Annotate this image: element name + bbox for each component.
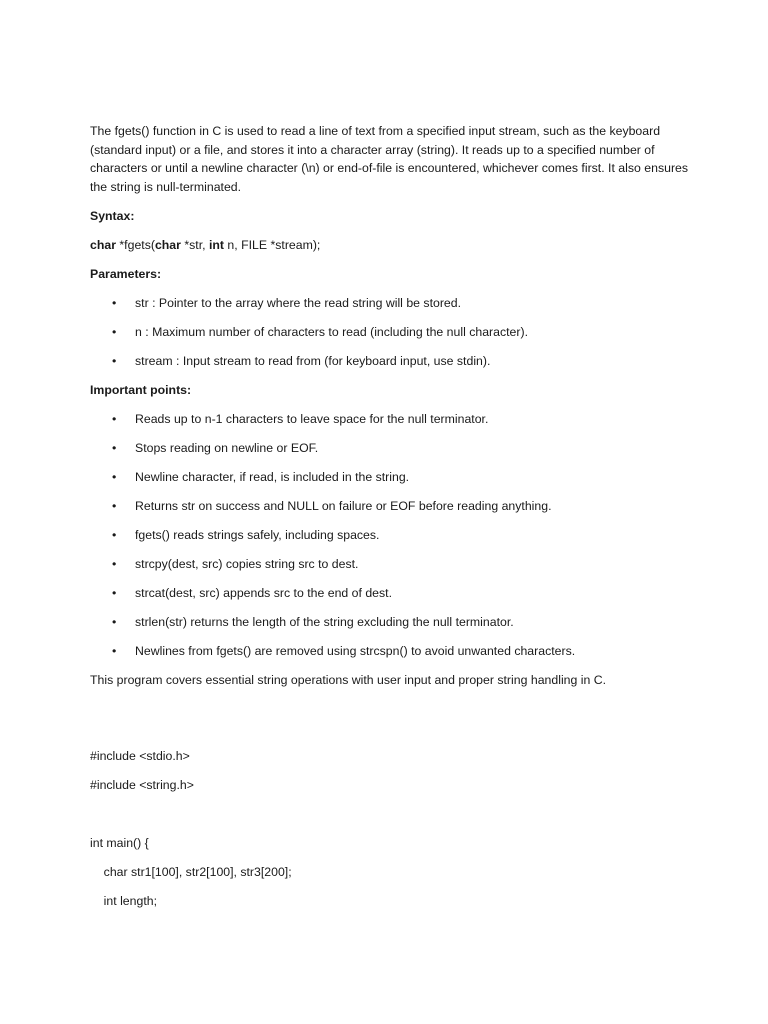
document-body <box>90 122 690 910</box>
code-declaration-length: int length; <box>90 894 157 909</box>
syntax-keyword-char: char <box>154 238 181 253</box>
bullet-icon: • <box>112 528 117 543</box>
list-item-text: Reads up to n-1 characters to leave space for the null terminator. <box>135 412 489 427</box>
list-item <box>90 584 690 602</box>
bullet-icon: • <box>112 470 117 485</box>
list-item <box>90 526 690 544</box>
list-item <box>90 439 690 457</box>
bullet-icon: • <box>112 586 117 601</box>
list-item-text: n : Maximum number of characters to read (including the null character). <box>135 325 528 340</box>
list-item <box>90 555 690 573</box>
syntax-heading: Syntax: <box>90 209 135 224</box>
syntax-keyword-char: char <box>90 238 116 253</box>
summary-paragraph: This program covers essential string operations with user input and proper string handling in C. <box>90 673 607 688</box>
list-item <box>90 468 690 486</box>
bullet-icon: • <box>112 412 117 427</box>
bullet-icon: • <box>112 296 117 311</box>
intro-paragraph: The fgets() function in C is used to read a line of text from a specified input stream, such as the keyboard (standard input) or a file, and stores it into a character array (string). It reads up to a specified number of characters or until a newline character (\n) or end-of-file is encountered, whichever comes first. It also ensures the string is null-terminated. <box>90 124 689 194</box>
list-item-text: strcat(dest, src) appends src to the end of dest. <box>135 586 392 601</box>
list-item <box>90 410 690 428</box>
code-include-string: #include <string.h> <box>90 778 194 793</box>
list-item-text: strcpy(dest, src) copies string src to dest. <box>135 557 359 572</box>
list-item-text: Returns str on success and NULL on failure or EOF before reading anything. <box>135 499 552 514</box>
list-item-text: fgets() reads strings safely, including spaces. <box>135 528 380 543</box>
bullet-icon: • <box>112 499 117 514</box>
syntax-part: *str, <box>180 238 209 253</box>
important-points-heading: Important points: <box>90 383 192 398</box>
list-item-text: Newline character, if read, is included in the string. <box>135 470 410 485</box>
bullet-icon: • <box>112 441 117 456</box>
important-points-list <box>90 410 690 660</box>
code-declaration-strings: char str1[100], str2[100], str3[200]; <box>90 865 292 880</box>
bullet-icon: • <box>112 644 117 659</box>
syntax-part: *fgets( <box>115 238 155 253</box>
list-item-text: Stops reading on newline or EOF. <box>135 441 319 456</box>
list-item <box>90 497 690 515</box>
list-item <box>90 613 690 631</box>
bullet-icon: • <box>112 325 117 340</box>
code-main-signature: int main() { <box>90 836 149 851</box>
code-include-stdio: #include <stdio.h> <box>90 749 190 764</box>
bullet-icon: • <box>112 615 117 630</box>
list-item-text: str : Pointer to the array where the read string will be stored. <box>135 296 462 311</box>
syntax-line <box>90 236 690 254</box>
list-item <box>90 352 690 370</box>
list-item-text: strlen(str) returns the length of the string excluding the null terminator. <box>135 615 514 630</box>
list-item <box>90 294 690 312</box>
parameters-list <box>90 294 690 370</box>
bullet-icon: • <box>112 354 117 369</box>
list-item <box>90 323 690 341</box>
syntax-keyword-int: int <box>208 238 224 253</box>
bullet-icon: • <box>112 557 117 572</box>
list-item <box>90 642 690 660</box>
syntax-part: n, FILE *stream); <box>224 238 321 253</box>
parameters-heading: Parameters: <box>90 267 162 282</box>
list-item-text: stream : Input stream to read from (for keyboard input, use stdin). <box>135 354 491 369</box>
list-item-text: Newlines from fgets() are removed using strcspn() to avoid unwanted characters. <box>135 644 576 659</box>
